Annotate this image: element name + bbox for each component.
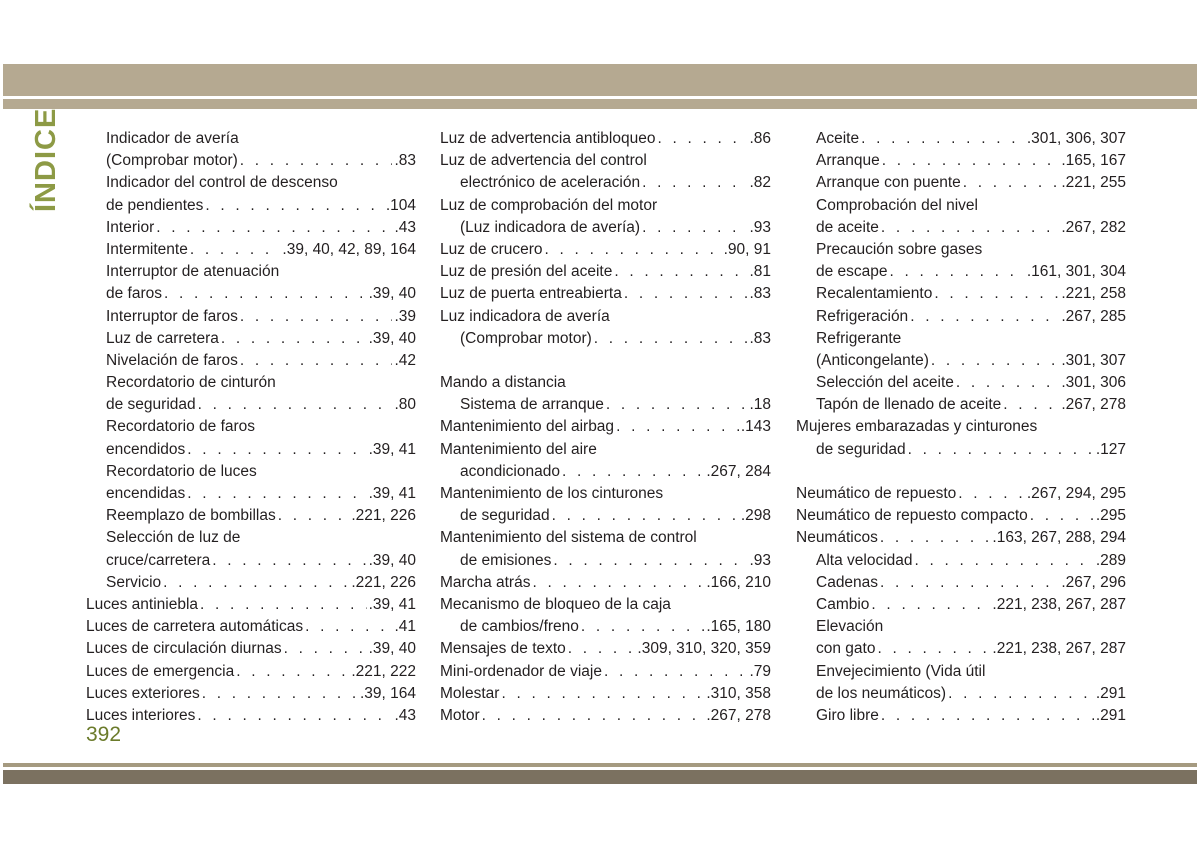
index-entry (86, 261, 416, 283)
dot-leader (657, 128, 747, 150)
index-entry (440, 283, 771, 305)
entry-term: Servicio (106, 573, 162, 591)
index-column-1 (86, 128, 416, 727)
entry-pages: .39 (394, 307, 416, 325)
entry-term: Comprobación del nivel (816, 196, 978, 214)
index-entry (796, 661, 1126, 683)
dot-leader (910, 306, 1059, 328)
dot-leader (198, 394, 393, 416)
entry-pages: .143 (740, 418, 771, 436)
entry-pages: .39, 40 (368, 551, 416, 569)
dot-leader (594, 328, 748, 350)
dot-leader (871, 594, 990, 616)
index-entry (86, 328, 416, 350)
entry-pages: .301, 306, 307 (1026, 130, 1126, 147)
entry-pages: .295 (1095, 507, 1126, 525)
section-label: ÍNDICE (30, 107, 62, 212)
page-number: 392 (86, 723, 122, 746)
entry-term: Mando a distancia (440, 374, 566, 392)
entry-term: Mantenimiento del airbag (440, 418, 615, 436)
entry-term: (Comprobar motor) (106, 152, 238, 170)
entry-term: de cambios/freno (460, 618, 579, 636)
index-entry (796, 638, 1126, 660)
entry-term: Alta velocidad (816, 551, 913, 569)
dot-leader (284, 638, 367, 660)
dot-leader (606, 394, 748, 416)
entry-pages: .163, 267, 288, 294 (992, 529, 1126, 547)
dot-leader (882, 150, 1060, 172)
index-entry (86, 638, 416, 660)
index-entry (440, 572, 771, 594)
entry-pages: .39, 164 (359, 684, 416, 702)
dot-leader (197, 705, 392, 727)
dot-leader (202, 683, 358, 705)
index-entry (440, 128, 771, 150)
dot-leader (614, 261, 747, 283)
dot-leader (212, 550, 366, 572)
entry-pages: .81 (749, 263, 771, 281)
entry-pages: .39, 41 (368, 595, 416, 613)
dot-leader (552, 505, 739, 527)
dot-leader (934, 283, 1059, 305)
entry-term: Recordatorio de luces (106, 462, 257, 480)
entry-term: Sistema de arranque (460, 396, 604, 414)
index-entry (440, 683, 771, 705)
entry-term: Neumático de repuesto (796, 485, 957, 502)
index-entry (86, 172, 416, 194)
index-entry (796, 128, 1126, 150)
entry-term: Luz de crucero (440, 240, 543, 258)
index-entry (440, 439, 771, 461)
dot-leader (963, 172, 1060, 194)
entry-term: Interior (106, 218, 155, 236)
index-entry (796, 195, 1126, 217)
dot-leader (956, 372, 1059, 394)
index-entry (796, 616, 1126, 638)
index-entry (86, 461, 416, 483)
index-entry (796, 372, 1126, 394)
entry-pages: .221, 226 (351, 507, 416, 525)
dot-leader (880, 572, 1059, 594)
index-entry (86, 372, 416, 394)
entry-term: Luces antiniebla (86, 595, 199, 613)
entry-pages: .267, 278 (706, 706, 771, 724)
index-entry (86, 705, 416, 727)
entry-pages: .291 (1095, 684, 1126, 702)
dot-leader (205, 195, 383, 217)
entry-term: de faros (106, 285, 163, 303)
entry-pages: .39, 40 (368, 329, 416, 347)
entry-term: Mecanismo de bloqueo de la caja (440, 595, 671, 613)
entry-pages: .221, 226 (351, 573, 416, 591)
index-entry (86, 306, 416, 328)
entry-term: de seguridad (816, 440, 906, 458)
entry-pages: .221, 258 (1061, 285, 1126, 303)
entry-term: Selección del aceite (816, 374, 954, 392)
entry-term: Recordatorio de cinturón (106, 374, 276, 392)
entry-pages: .267, 294, 295 (1026, 485, 1126, 502)
index-entry (440, 328, 771, 350)
dot-leader (156, 217, 392, 239)
entry-term: Luces de circulación diurnas (86, 640, 282, 658)
index-entry (796, 306, 1126, 328)
entry-term: Envejecimiento (Vida útil (816, 662, 986, 680)
index-entry (86, 394, 416, 416)
entry-term: Refrigerante (816, 329, 902, 347)
index-entry (796, 172, 1126, 194)
index-entry (86, 350, 416, 372)
index-entry (86, 572, 416, 594)
entry-pages: .93 (749, 218, 771, 236)
dot-leader (861, 128, 1025, 150)
entry-term: Recordatorio de faros (106, 418, 256, 436)
entry-pages: .298 (740, 507, 771, 525)
entry-term: Motor (440, 706, 480, 724)
entry-term: Reemplazo de bombillas (106, 507, 276, 525)
index-entry (440, 150, 771, 172)
index-entry (440, 616, 771, 638)
dot-leader (240, 150, 393, 172)
index-entry (440, 306, 771, 328)
dot-leader (190, 239, 281, 261)
index-entry (86, 239, 416, 261)
entry-pages: .83 (749, 329, 771, 347)
dot-leader (553, 550, 747, 572)
entry-term: (Anticongelante) (816, 351, 929, 369)
index-entry (86, 217, 416, 239)
index-column-2 (440, 128, 771, 727)
footer-rule (3, 763, 1197, 767)
index-entry (86, 527, 416, 549)
entry-term: Luz de advertencia del control (440, 152, 647, 170)
index-entry (440, 483, 771, 505)
entry-pages: .165, 167 (1061, 152, 1126, 170)
entry-term: Luz de presión del aceite (440, 263, 613, 281)
entry-pages: .127 (1095, 440, 1126, 458)
index-entry (440, 195, 771, 217)
index-entry (440, 550, 771, 572)
entry-pages: .301, 307 (1061, 351, 1126, 369)
dot-leader (221, 328, 367, 350)
entry-pages: .289 (1095, 551, 1126, 569)
dot-leader (642, 172, 747, 194)
dot-leader (1003, 394, 1059, 416)
entry-term: Indicador del control de descenso (106, 174, 338, 192)
index-entry (440, 461, 771, 483)
entry-term: Neumático de repuesto compacto (796, 507, 1028, 525)
entry-term: de seguridad (106, 396, 196, 414)
entry-pages: .221, 238, 267, 287 (992, 640, 1126, 658)
entry-term: Aceite (816, 130, 860, 147)
dot-leader (545, 239, 722, 261)
entry-term: de pendientes (106, 196, 204, 214)
index-entry (796, 594, 1126, 616)
entry-pages: .267, 282 (1061, 218, 1126, 236)
entry-term: de emisiones (460, 551, 552, 569)
entry-pages: .90, 91 (723, 240, 771, 258)
entry-pages: .221, 255 (1061, 174, 1126, 192)
index-entry (86, 195, 416, 217)
index-entry (440, 416, 771, 438)
dot-leader (1030, 505, 1094, 527)
entry-term: Luz de comprobación del motor (440, 196, 658, 214)
dot-leader (568, 638, 636, 660)
entry-pages: .18 (749, 396, 771, 414)
entry-pages: .39, 40 (368, 640, 416, 658)
entry-term: Cambio (816, 595, 870, 613)
index-entry (440, 217, 771, 239)
dot-leader (958, 483, 1025, 505)
entry-term: encendidas (106, 485, 186, 502)
dot-leader (200, 594, 367, 616)
entry-term: Selección de luz de (106, 529, 241, 547)
entry-term: de aceite (816, 218, 879, 236)
dot-leader (881, 705, 1094, 727)
entry-term: Tapón de llenado de aceite (816, 396, 1002, 414)
dot-leader (164, 283, 367, 305)
index-entry (796, 683, 1126, 705)
index-entry (796, 527, 1126, 549)
index-entry (86, 550, 416, 572)
entry-term: Mini-ordenador de viaje (440, 662, 602, 680)
header-rule (3, 99, 1197, 109)
entry-pages: .301, 306 (1061, 374, 1126, 392)
entry-term: Intermitente (106, 240, 188, 258)
dot-leader (890, 261, 1025, 283)
entry-pages: .83 (394, 152, 416, 170)
index-entry (440, 527, 771, 549)
entry-term: Luz indicadora de avería (440, 307, 610, 325)
entry-pages: .267, 296 (1061, 573, 1126, 591)
entry-pages: .43 (394, 218, 416, 236)
entry-term: Mantenimiento de los cinturones (440, 485, 664, 502)
entry-term: (Luz indicadora de avería) (460, 218, 641, 236)
index-entry (86, 150, 416, 172)
entry-pages: .291 (1095, 706, 1126, 724)
entry-pages: .104 (385, 196, 416, 214)
entry-pages: .42 (394, 351, 416, 369)
dot-leader (482, 705, 705, 727)
entry-pages: .267, 284 (706, 462, 771, 480)
entry-term: Recalentamiento (816, 285, 933, 303)
index-entry (86, 483, 416, 505)
entry-term: encendidos (106, 440, 186, 458)
index-entry (796, 705, 1126, 727)
dot-leader (915, 550, 1094, 572)
entry-term: Luces de emergencia (86, 662, 235, 680)
index-entry (86, 661, 416, 683)
entry-term: Luces exteriores (86, 684, 200, 702)
index-entry (796, 483, 1126, 505)
entry-pages: .267, 278 (1061, 396, 1126, 414)
entry-term: de escape (816, 263, 888, 281)
entry-term: Refrigeración (816, 307, 909, 325)
entry-pages: .93 (749, 551, 771, 569)
index-entry (86, 283, 416, 305)
entry-pages: .79 (749, 662, 771, 680)
index-entry (796, 550, 1126, 572)
dot-leader (305, 616, 392, 638)
index-entry (796, 283, 1126, 305)
entry-term: acondicionado (460, 462, 560, 480)
index-entry (796, 350, 1126, 372)
entry-term: Cadenas (816, 573, 879, 591)
entry-pages: .39, 41 (368, 440, 416, 458)
entry-pages: .80 (394, 396, 416, 414)
entry-term: Mantenimiento del sistema de control (440, 529, 697, 547)
dot-leader (642, 217, 747, 239)
dot-leader (908, 439, 1094, 461)
entry-term: Interruptor de faros (106, 307, 238, 325)
dot-leader (532, 572, 704, 594)
index-entry (440, 638, 771, 660)
entry-term: Luz de carretera (106, 329, 219, 347)
entry-term: Indicador de avería (106, 130, 239, 147)
entry-term: Nivelación de faros (106, 351, 238, 369)
index-entry (440, 350, 771, 372)
entry-pages: .43 (394, 706, 416, 724)
entry-term: Luces interiores (86, 706, 196, 724)
index-entry (440, 594, 771, 616)
entry-term: Luz de advertencia antibloqueo (440, 130, 656, 147)
entry-term: Neumáticos (796, 529, 878, 547)
entry-term: Marcha atrás (440, 573, 531, 591)
dot-leader (240, 306, 393, 328)
index-entry (796, 572, 1126, 594)
entry-term: Luces de carretera automáticas (86, 618, 304, 636)
dot-leader (562, 461, 704, 483)
entry-pages: .83 (749, 285, 771, 303)
entry-pages: .221, 238, 267, 287 (992, 595, 1126, 613)
entry-term: Luz de puerta entreabierta (440, 285, 622, 303)
index-entry (86, 616, 416, 638)
entry-term: Mujeres embarazadas y cinturones (796, 418, 1038, 436)
dot-leader (240, 350, 393, 372)
index-entry (796, 439, 1126, 461)
dot-leader (163, 572, 349, 594)
index-entry (440, 661, 771, 683)
dot-leader (931, 350, 1059, 372)
index-entry (86, 128, 416, 150)
entry-pages: .161, 301, 304 (1026, 263, 1126, 281)
entry-term: Mantenimiento del aire (440, 440, 597, 458)
index-entry (440, 239, 771, 261)
index-entry (440, 372, 771, 394)
index-entry (86, 505, 416, 527)
entry-term: Arranque (816, 152, 880, 170)
entry-pages: .82 (749, 174, 771, 192)
dot-leader (616, 416, 739, 438)
entry-pages: .221, 222 (351, 662, 416, 680)
dot-leader (948, 683, 1094, 705)
index-entry (796, 505, 1126, 527)
entry-pages: .165, 180 (706, 618, 771, 636)
entry-pages: .310, 358 (706, 684, 771, 702)
entry-term: Molestar (440, 684, 500, 702)
index-entry (86, 439, 416, 461)
index-entry (440, 705, 771, 727)
entry-term: electrónico de aceleración (460, 174, 641, 192)
dot-leader (881, 217, 1059, 239)
index-entry (796, 328, 1126, 350)
dot-leader (604, 661, 747, 683)
entry-pages: .86 (749, 130, 771, 147)
entry-term: de seguridad (460, 507, 550, 525)
entry-term: (Comprobar motor) (460, 329, 592, 347)
index-entry (796, 394, 1126, 416)
dot-leader (624, 283, 748, 305)
dot-leader (501, 683, 704, 705)
entry-term: con gato (816, 640, 876, 658)
entry-pages: .267, 285 (1061, 307, 1126, 325)
entry-pages: .39, 40 (368, 285, 416, 303)
dot-leader (187, 439, 366, 461)
entry-pages: .39, 41 (368, 485, 416, 502)
header-band (3, 64, 1197, 96)
index-entry (796, 239, 1126, 261)
entry-pages: .166, 210 (706, 573, 771, 591)
dot-leader (187, 483, 366, 505)
entry-term: Interruptor de atenuación (106, 263, 280, 281)
index-entry (86, 594, 416, 616)
index-entry (440, 172, 771, 194)
index-entry (86, 683, 416, 705)
entry-term: Mensajes de texto (440, 640, 566, 658)
entry-term: cruce/carretera (106, 551, 211, 569)
index-entry (440, 394, 771, 416)
entry-term: Giro libre (816, 706, 879, 724)
entry-pages: .309, 310, 320, 359 (637, 640, 771, 658)
entry-pages: .39, 40, 42, 89, 164 (282, 240, 416, 258)
footer-band (3, 770, 1197, 784)
entry-pages: .41 (394, 618, 416, 636)
entry-term: Precaución sobre gases (816, 240, 983, 258)
index-column-3 (796, 128, 1126, 727)
index-entry (86, 416, 416, 438)
index-entry (796, 261, 1126, 283)
entry-term: de los neumáticos) (816, 684, 947, 702)
index-entry (440, 261, 771, 283)
dot-leader (880, 527, 991, 549)
dot-leader (581, 616, 704, 638)
index-entry (440, 505, 771, 527)
dot-leader (278, 505, 350, 527)
index-entry (796, 461, 1126, 483)
index-entry (796, 217, 1126, 239)
index-entry (796, 416, 1126, 438)
dot-leader (877, 638, 990, 660)
entry-term: Arranque con puente (816, 174, 961, 192)
entry-term: Elevación (816, 618, 884, 636)
index-entry (796, 150, 1126, 172)
dot-leader (236, 661, 349, 683)
